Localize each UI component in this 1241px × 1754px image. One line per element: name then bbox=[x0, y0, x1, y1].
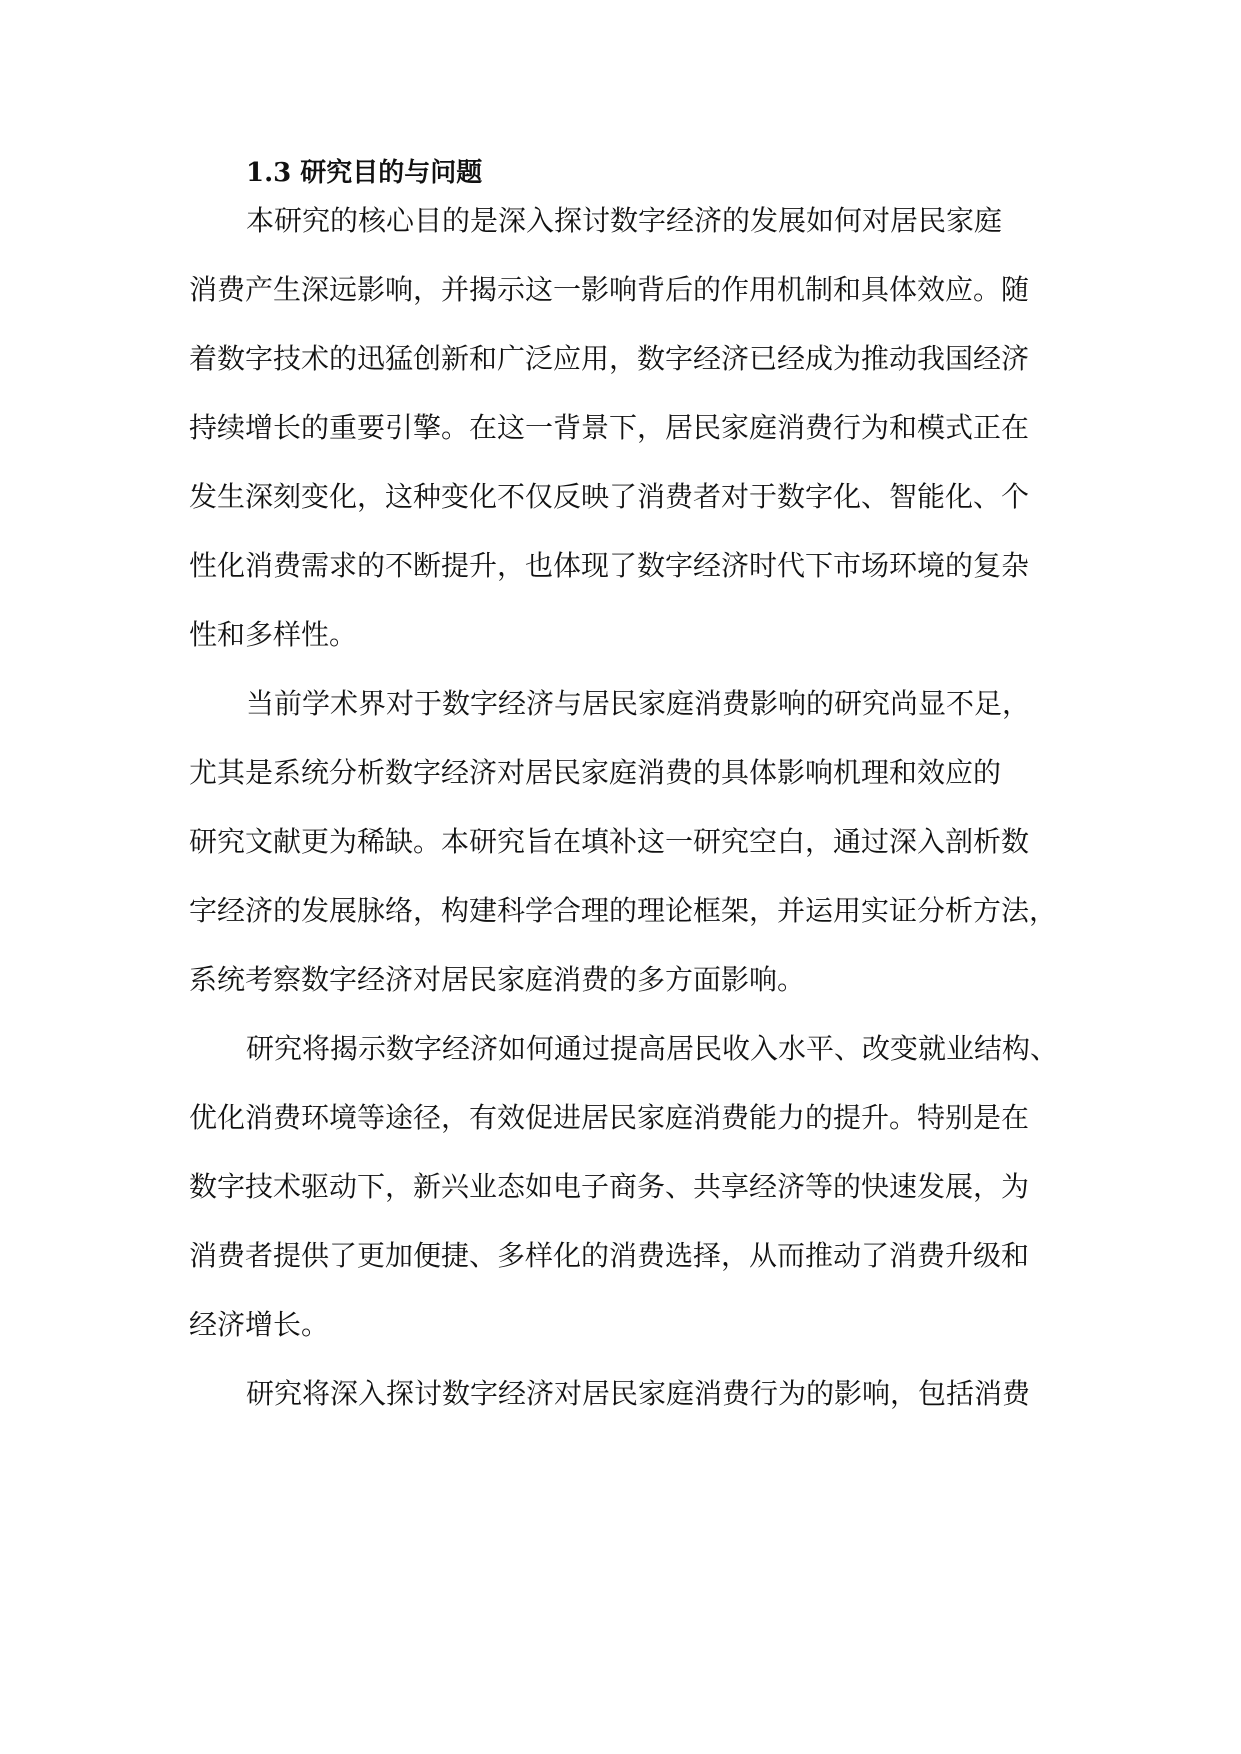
paragraph-2-line-4: 字经济的发展脉络，构建科学合理的理论框架，并运用实证分析方法， bbox=[189, 894, 1058, 927]
paragraph-1-line-2: 消费产生深远影响，并揭示这一影响背后的作用机制和具体效应。随 bbox=[189, 273, 1030, 306]
paragraph-2-line-2: 尤其是系统分析数字经济对居民家庭消费的具体影响机理和效应的 bbox=[189, 756, 1002, 789]
paragraph-1-line-4: 持续增长的重要引擎。在这一背景下，居民家庭消费行为和模式正在 bbox=[189, 411, 1030, 444]
paragraph-3-line-1: 研究将揭示数字经济如何通过提高居民收入水平、改变就业结构、 bbox=[246, 1032, 1059, 1065]
paragraph-2-line-3: 研究文献更为稀缺。本研究旨在填补这一研究空白，通过深入剖析数 bbox=[189, 825, 1030, 858]
paragraph-1-line-1: 本研究的核心目的是深入探讨数字经济的发展如何对居民家庭 bbox=[246, 204, 1003, 237]
paragraph-1-line-5: 发生深刻变化，这种变化不仅反映了消费者对于数字化、智能化、个 bbox=[189, 480, 1030, 513]
paragraph-1-line-3: 着数字技术的迅猛创新和广泛应用，数字经济已经成为推动我国经济 bbox=[189, 342, 1030, 375]
paragraph-3-line-3: 数字技术驱动下，新兴业态如电子商务、共享经济等的快速发展，为 bbox=[189, 1170, 1030, 1203]
paragraph-2-line-1: 当前学术界对于数字经济与居民家庭消费影响的研究尚显不足， bbox=[246, 687, 1031, 720]
section-heading: 1.3 研究目的与问题 bbox=[246, 158, 483, 188]
paragraph-3-line-4: 消费者提供了更加便捷、多样化的消费选择，从而推动了消费升级和 bbox=[189, 1239, 1030, 1272]
paragraph-1-line-7: 性和多样性。 bbox=[189, 618, 358, 651]
paragraph-3-line-2: 优化消费环境等途径，有效促进居民家庭消费能力的提升。特别是在 bbox=[189, 1101, 1030, 1134]
paragraph-4-line-1: 研究将深入探讨数字经济对居民家庭消费行为的影响，包括消费 bbox=[246, 1377, 1031, 1410]
paragraph-3-line-5: 经济增长。 bbox=[189, 1308, 330, 1341]
paragraph-1-line-6: 性化消费需求的不断提升，也体现了数字经济时代下市场环境的复杂 bbox=[189, 549, 1030, 582]
paragraph-2-line-5: 系统考察数字经济对居民家庭消费的多方面影响。 bbox=[189, 963, 806, 996]
